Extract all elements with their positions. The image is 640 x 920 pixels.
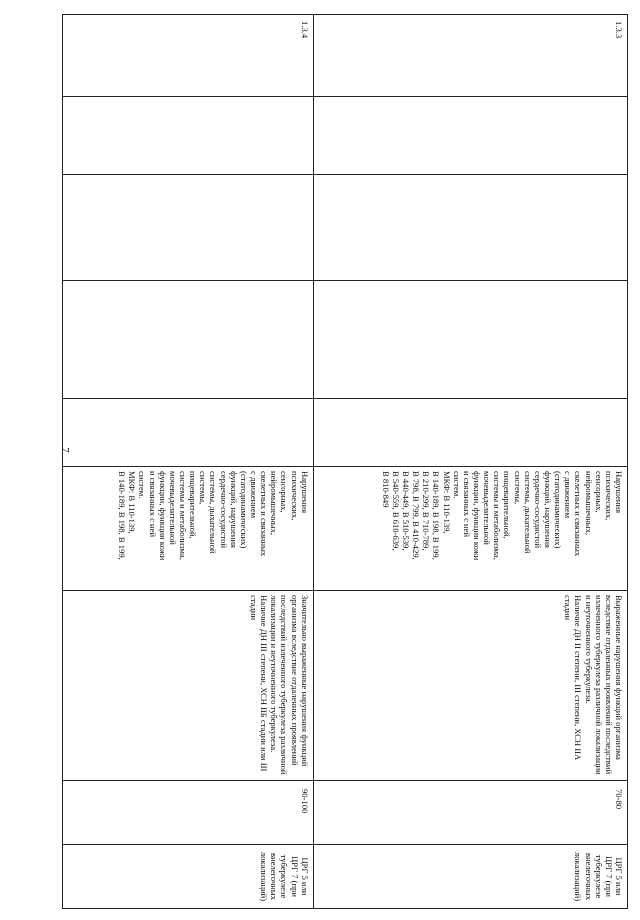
table-row (63, 15, 314, 909)
row-number: 1.3.3 (313, 15, 627, 97)
impairment-line: мочевыделительной (167, 471, 178, 545)
percent-value: 70-80 (313, 781, 627, 845)
group-value: ЦРГ 5 или ЦРГ 7 (при туберкулезе внелегочных локализаций) (313, 845, 627, 909)
impairment-line: функций, нарушения (228, 471, 239, 548)
impairment-line: В 140-189, В 198, В 199, (117, 471, 128, 560)
description-cell (313, 591, 627, 781)
impairment-line: и связанных с ней (147, 471, 158, 538)
table-row (313, 15, 627, 909)
table-container (62, 14, 628, 908)
empty-cell (313, 97, 627, 175)
impairment-line: систем. (451, 471, 462, 499)
empty-cell (63, 97, 314, 175)
impairment-line: системы и метаболизма, (492, 471, 503, 560)
impairment-line: с движением (563, 471, 574, 519)
impairment-line: В 140-189, В 198, В 199, (431, 471, 442, 560)
impairment-line: с движением (248, 471, 259, 519)
impairment-line: системы, (512, 471, 523, 505)
group-value: ЦРГ 5 или ЦРГ 7 (при туберкулезе внелегочных локализаций) (63, 845, 314, 909)
row-number: 1.3.4 (63, 15, 314, 97)
impairment-line: систем. (137, 471, 148, 499)
impairment-line: системы, (198, 471, 209, 505)
description-text (563, 595, 624, 776)
impairment-line: функций, нарушения (543, 471, 554, 548)
impairment-line: сердечно-сосудистой (532, 471, 543, 549)
impairment-line: Нарушения (299, 471, 310, 514)
impairment-line: системы, дыхательной (208, 471, 219, 554)
impairment-line: В 810-849 (380, 471, 391, 508)
impairment-line: системы, дыхательной (522, 471, 533, 554)
empty-cell (313, 175, 627, 281)
description-paragraph: Наличие ДН III степени, ХСН IIБ стадии или III стадии (248, 595, 270, 772)
impairment-line: (статодинамических) (238, 471, 249, 549)
impairment-line: Нарушения (614, 471, 624, 514)
impairment-line: функции, функции кожи (472, 471, 483, 561)
impairment-line: пищеварительной, (188, 471, 199, 539)
impairment-line: пищеварительной, (502, 471, 513, 539)
classification-table (62, 14, 628, 909)
impairment-line: В 798, В 799, В 410-429, (411, 471, 422, 560)
impairment-line: мочевыделительной (482, 471, 493, 545)
description-paragraph: Наличие ДН II степени, III степени, ХСН IIА стадии (563, 595, 584, 761)
impairment-line: В 210-299, В 710-789, (421, 471, 432, 551)
empty-cell (313, 399, 627, 467)
impairment-line: МКФ: В 110-139, (441, 471, 452, 534)
impairments-cell (313, 467, 627, 591)
impairment-line: скелетных и связанных (259, 471, 270, 557)
empty-cell (63, 281, 314, 399)
impairment-line: сенсорных, (593, 471, 604, 513)
impairment-line: психических, (289, 471, 300, 521)
empty-cell (63, 399, 314, 467)
impairment-line: сердечно-сосудистой (218, 471, 229, 549)
impairment-line: МКФ: В 110-139, (127, 471, 138, 534)
impairments-list (117, 471, 310, 586)
impairment-line: системы и метаболизма, (178, 471, 188, 560)
description-paragraph: Выраженные нарушения функций организма вследствие отдаленных проявлений последствий излеченного туберкулеза различной локализации и неуточненного туберкулеза. (583, 595, 624, 775)
impairment-line: В 440-449, В 510-539, (401, 471, 412, 551)
impairment-line: В 540-559, В 610-639, (390, 471, 401, 551)
description-cell (63, 591, 314, 781)
impairments-list (381, 471, 624, 586)
impairment-line: нейромышечных, (269, 471, 280, 536)
description-paragraph: Значительно выраженные нарушения функций организма вследствие отдаленных проявлений последствий излеченного туберкулеза различной локализации и неуточненного туберкулеза. (269, 595, 310, 775)
page-number: 7 (58, 447, 71, 453)
impairment-line: нейромышечных, (583, 471, 594, 536)
empty-cell (63, 175, 314, 281)
impairments-cell (63, 467, 314, 591)
percent-value: 90-100 (63, 781, 314, 845)
impairment-line: и связанных с ней (461, 471, 472, 538)
rotated-table-frame (62, 14, 628, 908)
impairment-line: психических, (603, 471, 614, 521)
impairment-line: скелетных и связанных (573, 471, 584, 557)
impairment-line: сенсорных, (279, 471, 290, 513)
description-text (249, 595, 310, 776)
impairment-line: функции, функции кожи (157, 471, 168, 561)
impairment-line: (статодинамических) (553, 471, 564, 549)
empty-cell (313, 281, 627, 399)
